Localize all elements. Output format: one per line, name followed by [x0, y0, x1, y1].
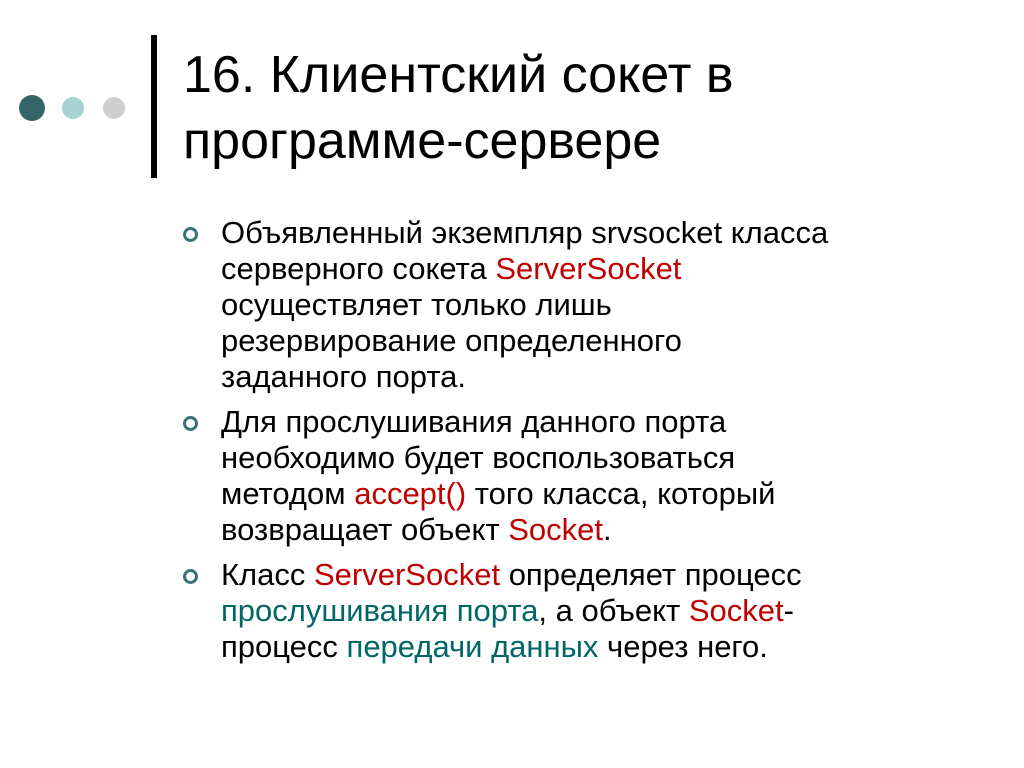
text-segment: Для прослушивания данного порта: [221, 404, 727, 439]
bullet-item-3: [183, 557, 983, 665]
text-line: [221, 512, 983, 548]
bullet-item-2: [183, 404, 983, 548]
text-line: [221, 557, 983, 593]
title-divider-bar: [151, 35, 157, 178]
bullet-ring-icon: [183, 416, 198, 431]
text-line: [221, 251, 983, 287]
text-segment: осуществляет только лишь: [221, 287, 612, 322]
text-segment: заданного порта.: [221, 359, 467, 394]
text-segment: , а объект: [538, 593, 689, 628]
bullet-ring-icon: [183, 227, 198, 242]
class-name-serversocket: ServerSocket: [495, 251, 682, 286]
text-segment: того класса, который: [466, 476, 776, 511]
bullet-text: [221, 404, 983, 548]
term-port-listening: прослушивания порта: [221, 593, 539, 628]
text-line: [221, 359, 983, 395]
slide-title: [183, 42, 1003, 174]
text-segment: резервирование определенного: [221, 323, 682, 358]
text-segment: методом: [221, 476, 355, 511]
text-line: [221, 593, 983, 629]
text-segment: определяет процесс: [500, 557, 802, 592]
text-segment: процесс: [221, 629, 347, 664]
bullet-list: [183, 215, 983, 674]
text-line: [221, 440, 983, 476]
method-name-accept: accept(): [354, 476, 467, 511]
text-segment: возвращает объект: [221, 512, 509, 547]
bullet-text: [221, 215, 983, 395]
text-line: [221, 476, 983, 512]
dot-dark-teal: [19, 95, 45, 121]
class-name-serversocket: ServerSocket: [314, 557, 501, 592]
class-name-socket: Socket: [688, 593, 784, 628]
text-segment: необходимо будет воспользоваться: [221, 440, 736, 475]
dot-gray: [103, 97, 125, 119]
text-segment: -: [783, 593, 794, 628]
bullet-text: [221, 557, 983, 665]
dot-light-teal: [62, 97, 84, 119]
bullet-item-1: [183, 215, 983, 395]
title-line-2: программе-сервере: [183, 112, 662, 170]
text-segment: серверного сокета: [221, 251, 496, 286]
text-line: [221, 287, 983, 323]
text-line: [221, 629, 983, 665]
text-line: [221, 215, 983, 251]
text-segment: .: [603, 512, 612, 547]
title-line-1: 16. Клиентский сокет в: [183, 46, 734, 104]
text-line: [221, 404, 983, 440]
term-data-transfer: передачи данных: [346, 629, 599, 664]
class-name-socket: Socket: [508, 512, 604, 547]
text-line: [221, 323, 983, 359]
text-segment: через него.: [598, 629, 768, 664]
text-segment: Класс: [221, 557, 314, 592]
text-segment: Объявленный экземпляр srvsocket класса: [221, 215, 829, 250]
bullet-ring-icon: [183, 569, 198, 584]
